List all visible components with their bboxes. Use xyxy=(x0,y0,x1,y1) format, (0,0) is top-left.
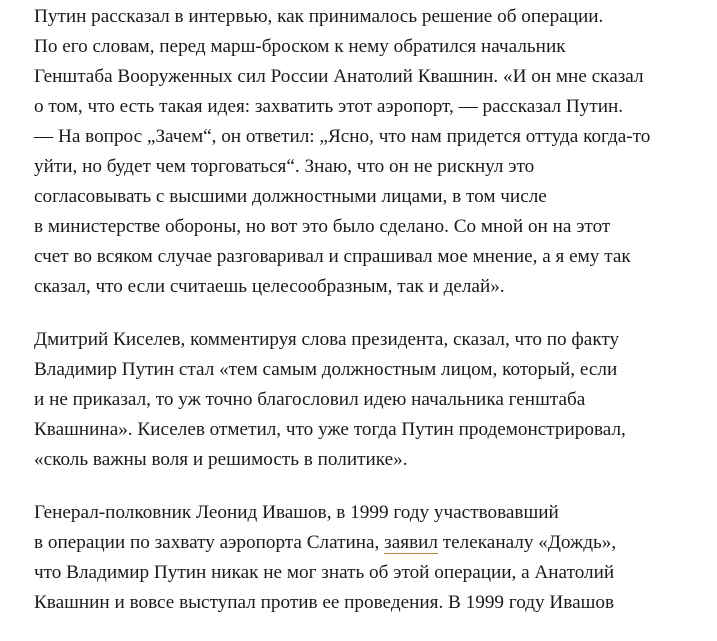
text-line: счет во всяком случае разговаривал и спрашивал мое мнение, а я ему так xyxy=(34,246,631,267)
text-line: в министерстве обороны, но вот это было сделано. Со мной он на этот xyxy=(34,216,611,237)
paragraph-kiselev-comment xyxy=(34,325,714,475)
text-line: что Владимир Путин никак не мог знать об этой операции, а Анатолий xyxy=(34,562,615,583)
text-line: о том, что есть такая идея: захватить этот аэропорт, — рассказал Путин. xyxy=(34,96,624,117)
paragraph-ivashov-statement xyxy=(34,498,714,618)
text-line: согласовывать с высшими должностными лицами, в том числе xyxy=(34,186,547,207)
text-line: уйти, но будет чем торговаться“. Знаю, что он не рискнул это xyxy=(34,156,535,177)
paragraph-putin-interview xyxy=(34,2,714,302)
text-line: Путин рассказал в интервью, как принималось решение об операции. xyxy=(34,6,604,27)
text-line: «сколь важны воля и решимость в политике». xyxy=(34,449,408,470)
text-segment: в операции по захвату аэропорта Слатина, xyxy=(34,532,385,553)
text-line: и не приказал, то уж точно благословил идею начальника генштаба xyxy=(34,389,586,410)
text-line: По его словам, перед марш-броском к нему обратился начальник xyxy=(34,36,566,57)
text-line: Квашнина». Киселев отметил, что уже тогда Путин продемонстрировал, xyxy=(34,419,626,440)
text-line: сказал, что если считаешь целесообразным, так и делай». xyxy=(34,276,505,297)
text-line: Дмитрий Киселев, комментируя слова президента, сказал, что по факту xyxy=(34,329,620,350)
text-line: Генерал-полковник Леонид Ивашов, в 1999 году участвовавший xyxy=(34,502,559,523)
text-line: Генштаба Вооруженных сил России Анатолий Квашнин. «И он мне сказал xyxy=(34,66,644,87)
text-line: — На вопрос „Зачем“, он ответил: „Ясно, что нам придется оттуда когда-то xyxy=(34,126,651,147)
stated-link[interactable]: заявил xyxy=(384,532,438,553)
article-body xyxy=(34,2,714,641)
text-line: Квашнин и вовсе выступал против ее проведения. В 1999 году Ивашов xyxy=(34,592,615,613)
text-line: Владимир Путин стал «тем самым должностным лицом, который, если xyxy=(34,359,618,380)
text-segment: телеканалу «Дождь», xyxy=(437,532,617,553)
text-line-with-link xyxy=(34,528,714,558)
